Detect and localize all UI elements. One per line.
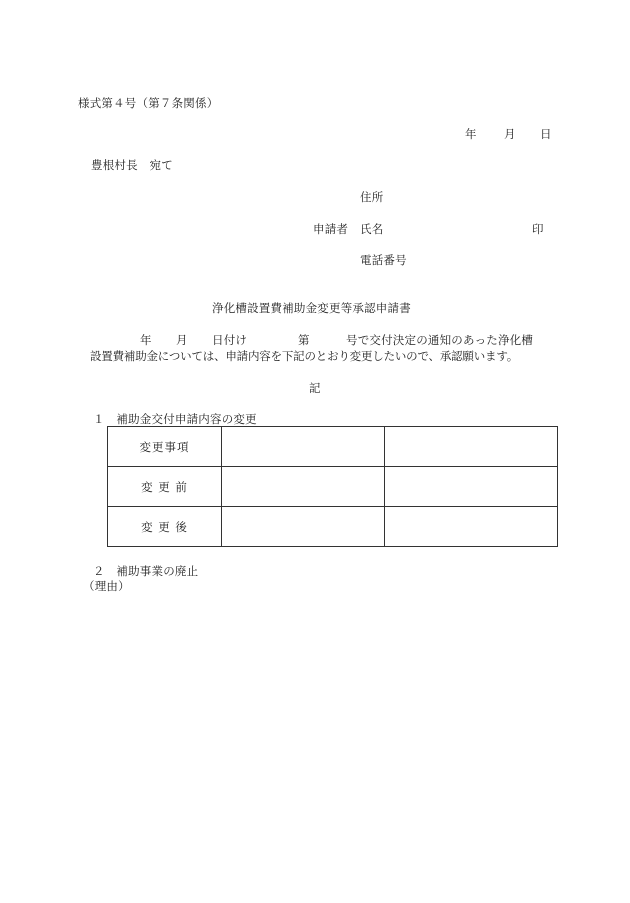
reason-label: （理由） xyxy=(83,579,130,593)
change-table xyxy=(107,426,558,547)
document-title: 浄化槽設置費補助金変更等承認申請書 xyxy=(212,301,411,315)
table-row xyxy=(108,507,558,547)
phone-label: 電話番号 xyxy=(360,253,407,267)
date-year: 年 xyxy=(465,127,477,141)
date-line xyxy=(465,127,552,141)
name-label: 氏名 xyxy=(360,222,384,236)
ki-label: 記 xyxy=(309,381,321,395)
body-line-2: 設置費補助金については、申請内容を下記のとおり変更したいので、承認願います。 xyxy=(90,349,519,363)
row-label-after: 変 更 後 xyxy=(108,507,222,547)
after-cell-2[interactable] xyxy=(385,507,558,547)
table-row xyxy=(108,427,558,467)
body-month: 月 xyxy=(176,333,188,347)
date-month: 月 xyxy=(504,127,516,141)
change-item-before-cell[interactable] xyxy=(222,427,385,467)
section2-heading: ２ 補助事業の廃止 xyxy=(93,564,199,578)
row-label-before: 変 更 前 xyxy=(108,467,222,507)
body-dated: 日付け xyxy=(212,333,248,347)
body-line-1 xyxy=(0,333,630,347)
section1-heading: １ 補助金交付申請内容の変更 xyxy=(93,412,257,426)
before-cell-1[interactable] xyxy=(222,467,385,507)
addressee: 豊根村長 宛て xyxy=(91,158,173,172)
body-year: 年 xyxy=(140,333,152,347)
before-cell-2[interactable] xyxy=(385,467,558,507)
row-label-change-item: 変更事項 xyxy=(108,427,222,467)
date-day: 日 xyxy=(540,127,552,141)
after-cell-1[interactable] xyxy=(222,507,385,547)
table-row xyxy=(108,467,558,507)
body-number-prefix: 第 xyxy=(298,333,310,347)
applicant-label: 申請者 xyxy=(313,222,349,236)
seal-label: 印 xyxy=(532,222,544,236)
address-label: 住所 xyxy=(360,190,384,204)
form-number: 様式第４号（第７条関係） xyxy=(78,96,219,110)
body-line1-rest: 号で交付決定の通知のあった浄化槽 xyxy=(346,333,534,347)
change-item-after-cell[interactable] xyxy=(385,427,558,467)
